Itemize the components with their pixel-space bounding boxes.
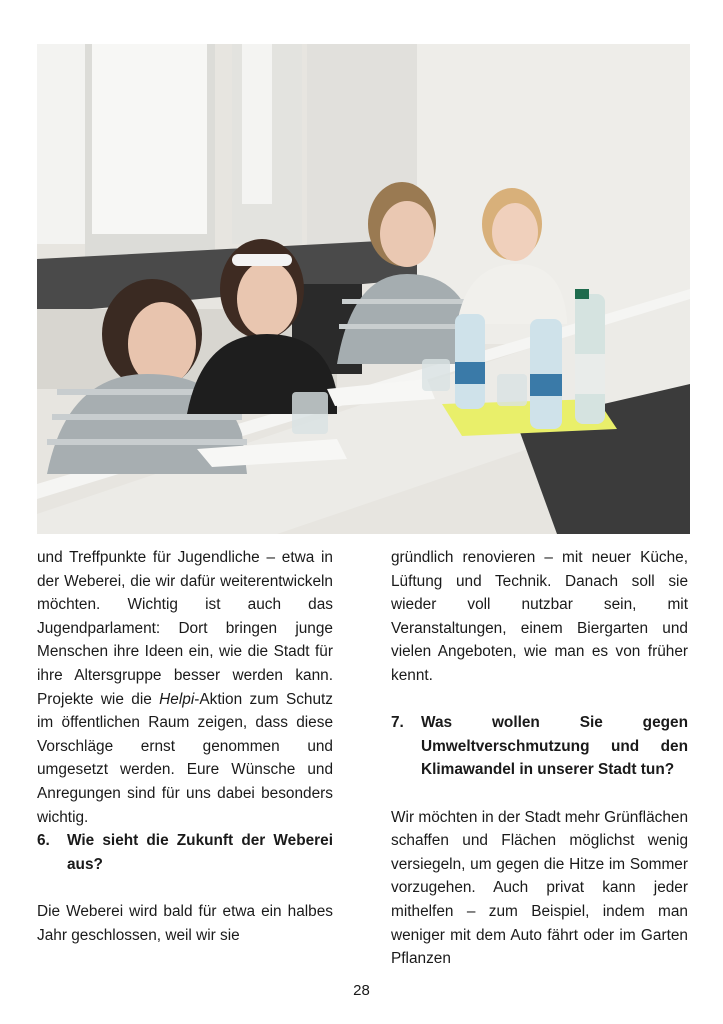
question-6-text: Wie sieht die Zukunft der Weberei aus?	[67, 832, 333, 873]
question-7-text: Was wollen Sie gegen Umweltverschmutzung und den Klimawandel in unserer Stadt tun?	[421, 714, 688, 779]
right-column	[391, 546, 688, 971]
paragraph-text-start: und Treffpunkte für Jugendliche – etwa in der Weberei, die wir dafür weiterentwickeln möchten. Wichtig ist auch das Jugendparlament: Dort bringen junge Menschen ihre Ideen ein, wie die Stadt für ihre Altersgruppe besser werden kann. Projekte wie die	[37, 549, 333, 708]
question-6	[37, 829, 333, 876]
left-paragraph-2: Die Weberei wird bald für etwa ein halbes Jahr geschlossen, weil wir sie	[37, 902, 333, 944]
question-7	[391, 711, 688, 782]
photo-illustration	[37, 44, 690, 534]
question-7-number: 7.	[391, 714, 404, 732]
question-6-number: 6.	[37, 832, 50, 850]
paragraph-text-end: -Aktion zum Schutz im öffentlichen Raum zeigen, dass diese Vorschläge ernst genommen und umgesetzt werden. Eure Wünsche und Anregungen sind für uns dabei besonders wichtig.	[37, 690, 333, 826]
right-paragraph-1: gründlich renovieren – mit neuer Küche, Lüftung und Technik. Danach soll sie wieder voll nutzbar sein, mit Veranstaltungen, einem Biergarten und vielen Angeboten, wie man es von früher kennt.	[391, 549, 688, 684]
helpi-italic: Helpi	[159, 690, 195, 708]
left-column	[37, 546, 333, 947]
right-paragraph-2: Wir möchten in der Stadt mehr Grünflächen schaffen und Flächen möglichst wenig versiegeln, um gegen die Hitze im Sommer vorzugehen. Auch privat kann jeder mithelfen – zum Beispiel, indem man weniger mit dem Auto fährt oder im Garten Pflanzen	[391, 808, 688, 968]
left-paragraph-1	[37, 546, 333, 829]
article-photo	[37, 44, 690, 534]
page-number: 28	[353, 982, 370, 999]
